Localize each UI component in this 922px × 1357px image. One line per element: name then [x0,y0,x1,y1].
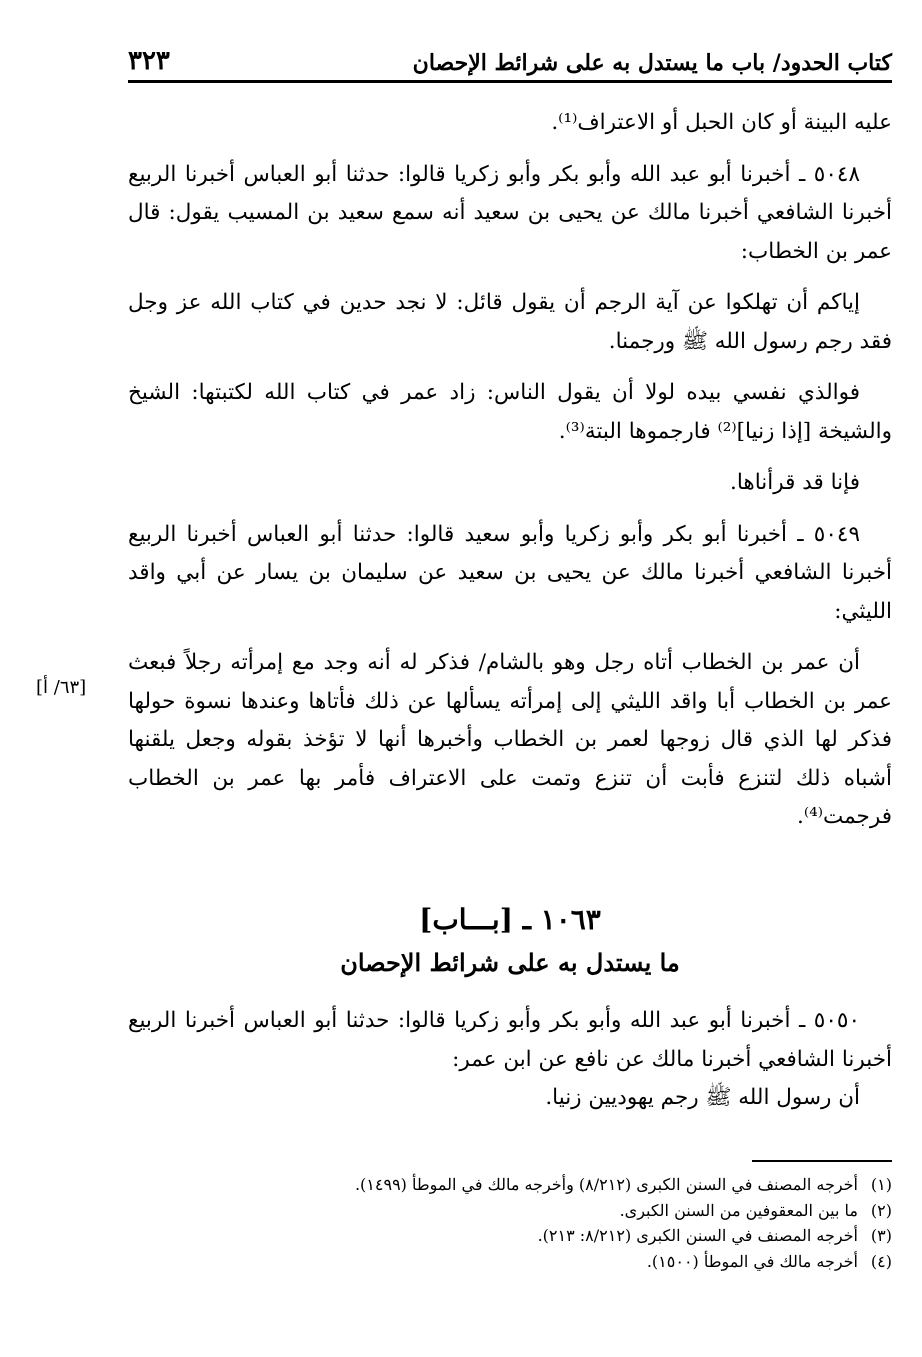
footnote-divider [752,1160,892,1162]
chapter-heading [128,898,892,984]
running-title: كتاب الحدود/ باب ما يستدل به على شرائط الإحصان [412,50,892,76]
footnote-text: أخرجه المصنف في السنن الكبرى (٨/٢١٢: ٢١٣). [537,1226,858,1245]
paragraph: إياكم أن تهلكوا عن آية الرجم أن يقول قائل: لا نجد حدين في كتاب الله عز وجل فقد رجم رسول الله ﷺ ورجمنا. [128,290,892,354]
chapter-title: ما يستدل به على شرائط الإحصان [340,948,680,977]
page-number: ٣٢٣ [128,46,170,76]
main-text [128,104,892,837]
chapter-number: ١٠٦٣ ـ [بـــاب] [419,903,601,936]
paragraph: عليه البينة أو كان الحبل أو الاعتراف⁽¹⁾. [551,110,892,135]
paragraph: فإنا قد قرأناها. [730,470,860,495]
footnote [128,1249,892,1275]
footnotes [128,1172,892,1274]
footnote [128,1198,892,1224]
footnote-text: ما بين المعقوفين من السنن الكبرى. [619,1200,858,1220]
main-text-continued [128,1002,892,1118]
footnote-number: (٤) [870,1251,892,1271]
footnote [128,1223,892,1249]
footnote-number: (٣) [870,1226,892,1245]
footnote-number: (١) [870,1175,892,1194]
footnote [128,1172,892,1198]
page-header [128,34,892,83]
paragraph: أن رسول الله ﷺ رجم يهوديين زنيا. [545,1085,860,1110]
footnote-text: أخرجه المصنف في السنن الكبرى (٨/٢١٢) وأخرجه مالك في الموطأ (١٤٩٩). [354,1175,858,1194]
manuscript-folio-note: [٦٣/ أ] [36,677,87,698]
footnote-number: (٢) [870,1200,892,1220]
hadith-5048: ٥٠٤٨ ـ أخبرنا أبو عبد الله وأبو بكر وأبو زكريا قالوا: حدثنا أبو العباس أخبرنا الربيع أخبرنا الشافعي أخبرنا مالك عن يحيى بن سعيد أنه سمع سعيد بن المسيب يقول: قال عمر بن الخطاب: [128,161,892,264]
paragraph: أن عمر بن الخطاب أتاه رجل وهو بالشام/ فذكر له أنه وجد مع إمرأته رجلاً فبعث عمر بن الخطاب أبا واقد الليثي إلى إمرأته يسألها عن ذلك فأتاها وعندها نسوة حولها فذكر لها الذي قال زوجها لعمر بن الخطاب وأخبرها أنها لا تؤخذ بقوله وجعل يلقنها أشباه ذلك لتنزع فأبت أن تنزع وتمت على الاعتراف فأمر بها عمر بن الخطاب فرجمت⁽⁴⁾. [128,650,892,829]
paragraph: فوالذي نفسي بيده لولا أن يقول الناس: زاد عمر في كتاب الله لكتبتها: الشيخ والشيخة [إذا زنيا]⁽²⁾ فارجموها البتة⁽³⁾. [128,380,892,444]
footnote-text: أخرجه مالك في الموطأ (١٥٠٠). [646,1251,858,1271]
hadith-5050: ٥٠٥٠ ـ أخبرنا أبو عبد الله وأبو بكر وأبو زكريا قالوا: حدثنا أبو العباس أخبرنا الربيع أخبرنا الشافعي أخبرنا مالك عن نافع عن ابن عمر: [128,1008,892,1072]
hadith-5049: ٥٠٤٩ ـ أخبرنا أبو بكر وأبو زكريا وأبو سعيد قالوا: حدثنا أبو العباس أخبرنا الربيع أخبرنا الشافعي أخبرنا مالك عن يحيى بن سعيد عن سليمان بن يسار عن أبي واقد الليثي: [128,521,892,624]
